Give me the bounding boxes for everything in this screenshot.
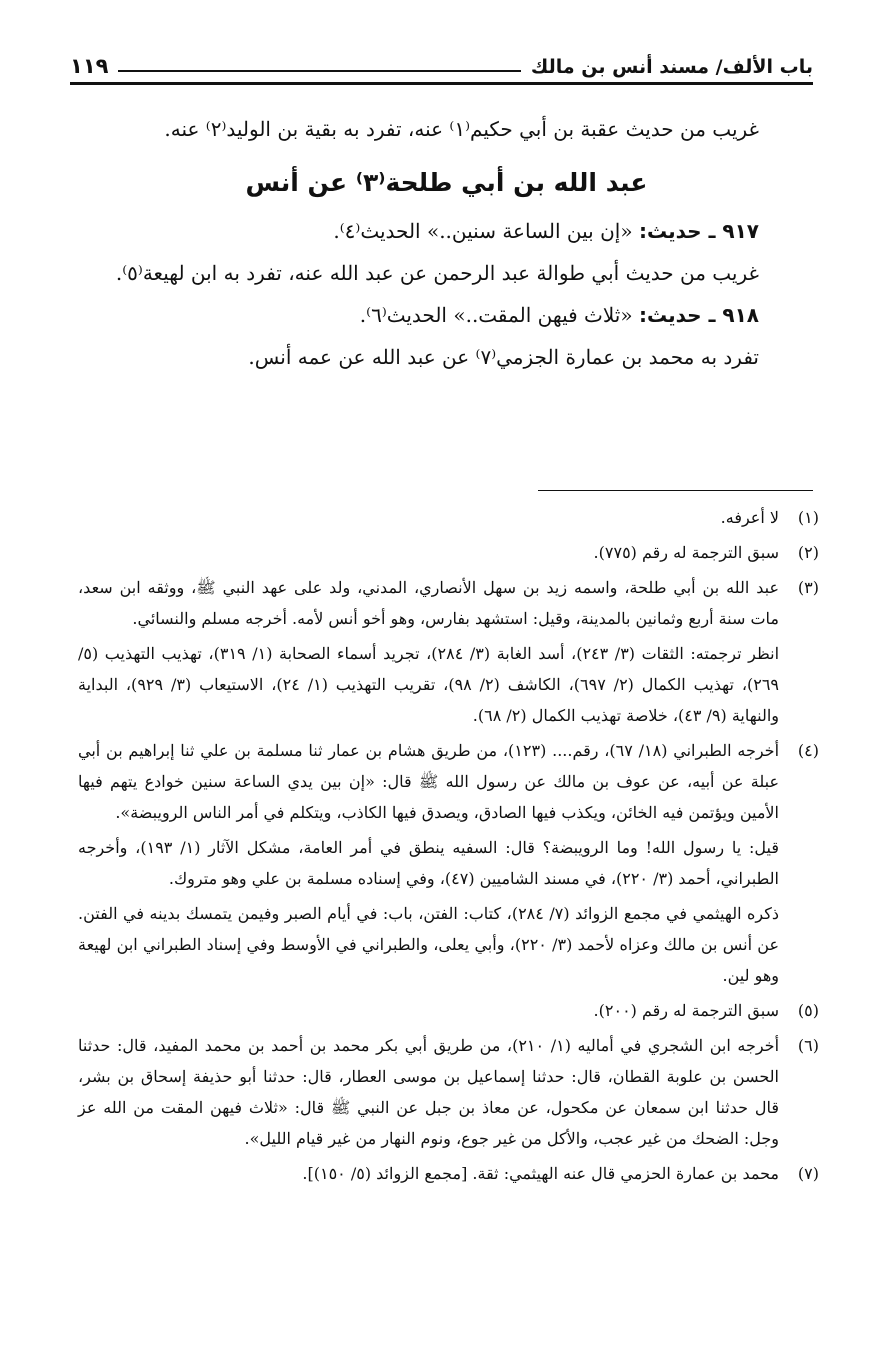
- hadith-918: [84, 294, 809, 336]
- footnote-5: [78, 995, 819, 1030]
- footnote-text: عبد الله بن أبي طلحة، واسمه زيد بن سهل الأنصاري، المدني، ولد على عهد النبي ﷺ، ووثقه ابن سعد، مات سنة أربع وثمانين بالمدينة، وقيل: استشهد بفارس، وهو أخو أنس لأمه. أخرجه مسلم والنسائي.: [78, 578, 779, 628]
- footnote-text: قيل: يا رسول الله! وما الرويبضة؟ قال: السفيه ينطق في أمر العامة، مشكل الآثار (١/ ١٩٣)، وأخرجه الطبراني، أحمد (٣/ ٢٢٠)، في مسند الشاميين (٤٧)، وفي إسناده مسلمة بن علي وهو متروك.: [78, 838, 779, 888]
- hadith-917-label: ٩١٧ ـ حديث:: [638, 219, 759, 243]
- footnote-number: (٧): [797, 1164, 819, 1183]
- footnote-text: انظر ترجمته: الثقات (٣/ ٢٤٣)، أسد الغابة (٣/ ٢٨٤)، تجريد أسماء الصحابة (١/ ٣١٩)، تهذيب التهذيب (٥/ ٢٦٩)، تهذيب الكمال (٢/ ٦٩٧)، الكاشف (٢/ ٩٨)، تقريب التهذيب (١/ ٢٤)، الاستيعاب (٣/ ٩٢٩)، البداية والنهاية (٩/ ٤٣)، خلاصة تهذيب الكمال (٢/ ٦٨).: [78, 644, 780, 725]
- footnote-text: سبق الترجمة له رقم (٢٠٠).: [593, 1001, 779, 1020]
- main-text: [84, 108, 809, 378]
- footnote-1: [78, 502, 819, 537]
- footnote-divider: [538, 490, 813, 491]
- footnote-number: (١): [797, 508, 819, 527]
- footnote-4: [78, 735, 819, 995]
- paragraph-2: غريب من حديث أبي طوالة عبد الرحمن عن عبد الله عنه، تفرد به ابن لهيعة⁽٥⁾.: [115, 261, 759, 285]
- header-underline: [70, 82, 813, 85]
- footnote-3: [78, 572, 819, 735]
- paragraph-3: تفرد به محمد بن عمارة الجزمي⁽٧⁾ عن عبد الله عن عمه أنس.: [248, 345, 759, 369]
- running-header: [70, 44, 813, 78]
- footnote-number: (٦): [797, 1036, 819, 1055]
- footnote-text: أخرجه ابن الشجري في أماليه (١/ ٢١٠)، من طريق أبي بكر محمد بن أحمد بن محمد المفيد، قال: حدثنا الحسن بن علوبة القطان، قال: حدثنا إسماعيل بن موسى العطار، قال: حدثنا أبو حذيفة إسحاق بن بشر، قال حدثنا ابن سمعان عن مكحول، عن معاذ بن جبل عن النبي ﷺ قال: «ثلاث فيهن المقت من الله عز وجل: الضحك من غير عجب، والأكل من غير جوع، ونوم النهار من غير قيام الليل».: [78, 1036, 780, 1148]
- footnotes: [78, 502, 819, 1193]
- hadith-918-label: ٩١٨ ـ حديث:: [638, 303, 759, 327]
- footnote-6: [78, 1030, 819, 1158]
- footnote-text: لا أعرفه.: [720, 508, 779, 527]
- section-heading: عبد الله بن أبي طلحة⁽٣⁾ عن أنس: [245, 168, 648, 197]
- footnote-2: [78, 537, 819, 572]
- header-rule: [118, 70, 520, 72]
- hadith-917-text: «إن بين الساعة سنين..» الحديث⁽٤⁾.: [333, 219, 633, 243]
- footnote-number: (٤): [797, 741, 819, 760]
- footnote-number: (٢): [797, 543, 819, 562]
- hadith-917: [84, 210, 809, 252]
- footnote-text: سبق الترجمة له رقم (٧٧٥).: [593, 543, 779, 562]
- footnote-text: ذكره الهيثمي في مجمع الزوائد (٧/ ٢٨٤)، كتاب: الفتن، باب: في أيام الصبر وفيمن يتمسك بدينه في الفتن. عن أنس بن مالك وعزاه لأحمد (٣/ ٢٢٠)، وأبي يعلى، والطبراني في الأوسط وفي إسناد الطبراني ابن لهيعة وهو لين.: [78, 904, 780, 985]
- footnote-number: (٥): [797, 1001, 819, 1020]
- footnote-number: (٣): [797, 578, 819, 597]
- hadith-918-text: «ثلاث فيهن المقت..» الحديث⁽٦⁾.: [359, 303, 633, 327]
- page-number: ١١٩: [70, 54, 109, 78]
- paragraph-1: غريب من حديث عقبة بن أبي حكيم⁽١⁾ عنه، تفرد به بقية بن الوليد⁽٢⁾ عنه.: [164, 117, 759, 141]
- footnote-7: [78, 1158, 819, 1193]
- footnote-text: أخرجه الطبراني (١٨/ ٦٧)، رقم.... (١٢٣)، من طريق هشام بن عمار ثنا مسلمة بن علي ثنا إبراهيم بن أبي عبلة عن أبيه، عن عوف بن مالك عن رسول الله ﷺ قال: «إن بين يدي الساعة سنين خوادع يتهم فيها الأمين ويؤتمن فيه الخائن، ويكذب فيها الصادق، ويصدق فيها الكاذب، ويتكلم في أمر الناس الرويبضة».: [78, 741, 780, 822]
- header-title: باب الألف/ مسند أنس بن مالك: [530, 56, 813, 78]
- footnote-text: محمد بن عمارة الحزمي قال عنه الهيثمي: ثقة. [مجمع الزوائد (٥/ ١٥٠)].: [302, 1164, 779, 1183]
